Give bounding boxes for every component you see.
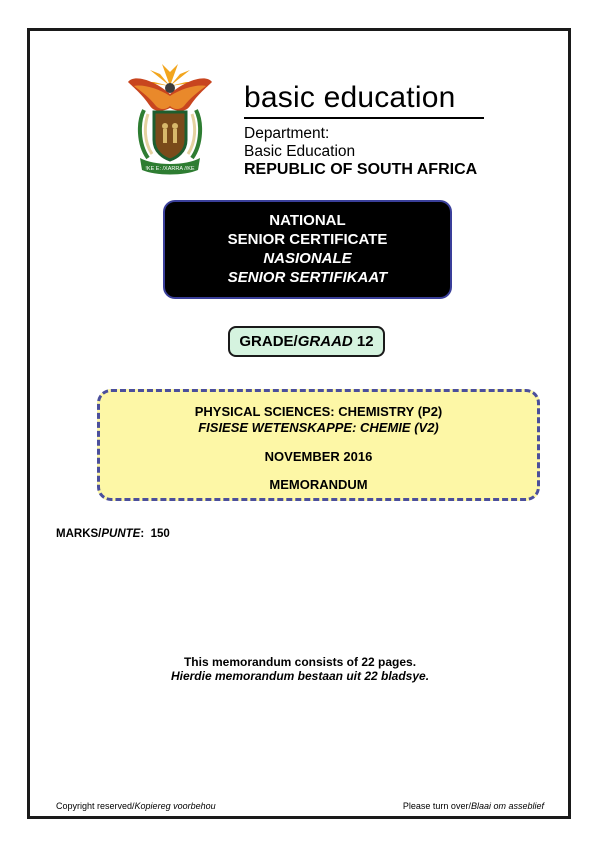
- page-count-afrikaans: Hierdie memorandum bestaan uit 22 bladsye.: [170, 669, 430, 683]
- footer-copyright-english: Copyright reserved/: [56, 801, 135, 811]
- footer-turn-over-afrikaans: Blaai om asseblief: [470, 801, 544, 811]
- department-branding: [244, 82, 484, 179]
- grade-box: [228, 326, 385, 357]
- page-count-note: [0, 655, 600, 683]
- document-type: MEMORANDUM: [269, 477, 368, 492]
- subject-box: [97, 389, 540, 501]
- marks-label-afrikaans: PUNTE: [101, 528, 141, 540]
- exam-date: NOVEMBER 2016: [264, 449, 373, 464]
- subject-afrikaans: FISIESE WETENSKAPPE: CHEMIE (V2): [198, 420, 439, 435]
- brand-divider: [244, 117, 484, 119]
- footer-copyright-afrikaans: Kopiereg voorbehou: [134, 801, 216, 811]
- certificate-line-1: NATIONAL: [269, 212, 346, 229]
- certificate-line-4: SENIOR SERTIFIKAAT: [227, 269, 388, 286]
- marks-value: 150: [150, 528, 170, 540]
- certificate-line-2: SENIOR CERTIFICATE: [227, 231, 388, 248]
- footer-turn-over-english: Please turn over/: [402, 801, 471, 811]
- certificate-box: [163, 200, 452, 299]
- grade-number: 12: [356, 333, 374, 350]
- footer-copyright: [56, 801, 216, 811]
- page-count-english: This memorandum consists of 22 pages.: [183, 655, 417, 669]
- certificate-line-3: NASIONALE: [263, 250, 352, 267]
- department-label: Department:: [244, 125, 330, 142]
- department-name: Basic Education: [244, 143, 356, 160]
- country-name: REPUBLIC OF SOUTH AFRICA: [244, 161, 478, 178]
- marks-line: MARKS/PUNTE: 150: [56, 528, 170, 540]
- coat-of-arms-icon: [124, 60, 216, 178]
- brand-title: basic education: [244, 81, 456, 114]
- svg-text:!KE E: /XARRA //KE: !KE E: /XARRA //KE: [145, 166, 195, 172]
- subject-english: PHYSICAL SCIENCES: CHEMISTRY (P2): [194, 404, 443, 419]
- footer-turn-over: [403, 801, 544, 811]
- grade-label-afrikaans: GRAAD: [297, 333, 353, 350]
- grade-label: GRADE/: [239, 333, 298, 350]
- marks-label: MARKS/: [56, 528, 102, 540]
